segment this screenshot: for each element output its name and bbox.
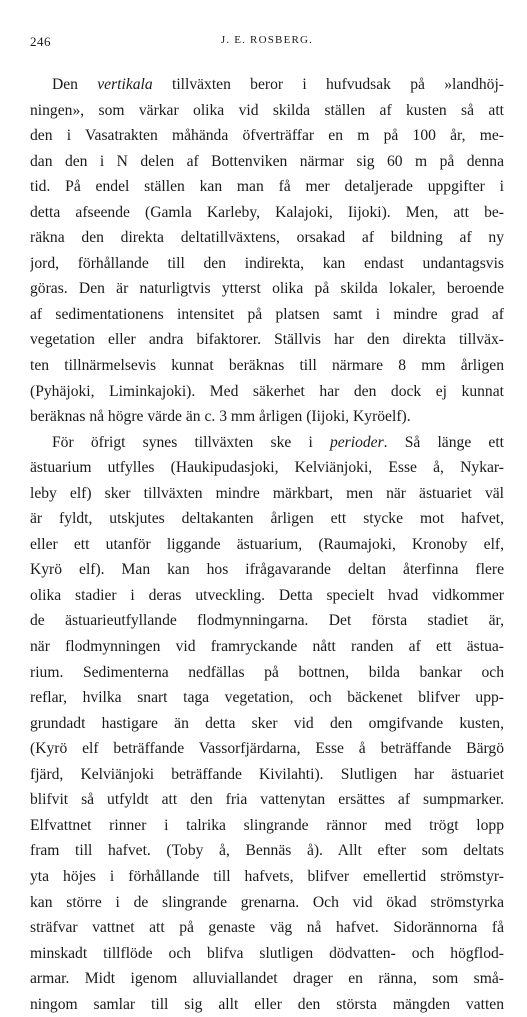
text-line: armar. Midt igenom alluviallandet drager en ränna, som små- (30, 970, 504, 988)
text-line: blifvit så utfyldt att den fria vattenytan ersättes af sumpmarker. (30, 791, 504, 809)
text-line: (Kyrö elf beträffande Vassorfjärdarna, Esse å beträffande Bärgö (30, 740, 504, 758)
text-line: när flodmynningen vid framryckande nått randen af ett ästua- (30, 638, 504, 656)
text-line: ästuarium utfylles (Haukipudasjoki, Kelviänjoki, Esse å, Nykar- (30, 459, 504, 477)
text-line: fjärd, Kelviänjoki beträffande Kivilahti). Slutligen har ästuariet (30, 765, 504, 783)
text-line: tid. På endel ställen kan man få mer detaljerade uppgifter i (30, 178, 504, 196)
text-line: leby elf) sker tillväxten mindre märkbart, men när ästuariet väl (30, 484, 504, 502)
page-header (30, 34, 504, 54)
text-line: Kyrö elf). Man kan hos ifrågavarande deltan återfinna flere (30, 561, 504, 579)
text-line: olika stadier i deras utveckling. Detta specielt hvad vidkommer (30, 586, 504, 604)
text-line: den i Vasatrakten måhända öfverträffar en m på 100 år, me- (30, 127, 504, 145)
text-line: vegetation eller andra bifaktorer. Ställvis har den direkta tillväx- (30, 331, 504, 349)
text-line: af sedimentationens intensitet på platsen samt i mindre grad af (30, 305, 504, 323)
text-line: sträfvar vattnet att på genaste väg nå hafvet. Sidorännorna få (30, 919, 504, 937)
text-line: eller ett utanför liggande ästuarium, (Raumajoki, Kronoby elf, (30, 535, 504, 553)
text-line: göras. Den är naturligtvis ytterst olika på skilda lokaler, beroende (30, 280, 504, 298)
text-line: ningen», som värkar olika vid skilda ställen af kusten så att (30, 101, 504, 119)
text-line: detta afseende (Gamla Karleby, Kalajoki, Iijoki). Men, att be- (30, 203, 504, 221)
body-text (30, 72, 504, 1017)
text-line: fram till hafvet. (Toby å, Bennäs å). Allt efter som deltats (30, 842, 504, 860)
text-line: beräknas nå högre värde än c. 3 mm årligen (Iijoki, Kyröelf). (30, 408, 411, 426)
text-line: räkna den direkta deltatillväxtens, orsakad af bildning af ny (30, 229, 504, 247)
running-head: J. E. ROSBERG. (220, 34, 314, 46)
text-line: jord, förhållande till den indirekta, kan endast undantagsvis (30, 254, 504, 272)
text-line: rium. Sedimenterna nedfällas på bottnen, bilda bankar och (30, 663, 504, 681)
page-number: 246 (30, 34, 51, 49)
text-line: är fyldt, utskjutes deltakanten årligen ett stycke mot hafvet, (30, 510, 504, 528)
text-line: (Pyhäjoki, Liminkajoki). Med säkerhet har den dock ej kunnat (30, 382, 504, 400)
text-line: dan den i N delen af Bottenviken närmar sig 60 m på denna (30, 152, 504, 170)
text-line: grundadt hastigare än detta sker vid den omgifvande kusten, (30, 714, 504, 732)
text-line: Den vertikala tillväxten beror i hufvudsak på »landhöj- (52, 76, 504, 93)
text-line: ningom samlar till sig allt eller den största mängden vatten (30, 995, 504, 1013)
italic-term: perioder (329, 433, 384, 451)
text-line: kan större i de slingrande grenarna. Och vid ökad strömstyrka (30, 893, 504, 911)
text-line: reflar, hvilka snart taga vegetation, och bäckenet blifver upp- (30, 689, 504, 707)
text-line: de ästuarieutfyllande flodmynningarna. Det första stadiet är, (30, 612, 504, 630)
text-line: minskadt tillflöde och blifva slutligen dödvatten- och högflod- (30, 944, 504, 962)
italic-term: vertikala (97, 76, 153, 93)
text-line: För öfrigt synes tillväxten ske i perioder. Så länge ett (52, 433, 504, 451)
text-line: Elfvattnet rinner i talrika slingrande rännor med trögt lopp (30, 816, 504, 834)
text-line: ten tillnärmelsevis kunnat beräknas till närmare 8 mm årligen (30, 357, 504, 375)
text-line: yta höjes i förhållande till hafvets, blifver emellertid strömstyr- (30, 867, 504, 885)
